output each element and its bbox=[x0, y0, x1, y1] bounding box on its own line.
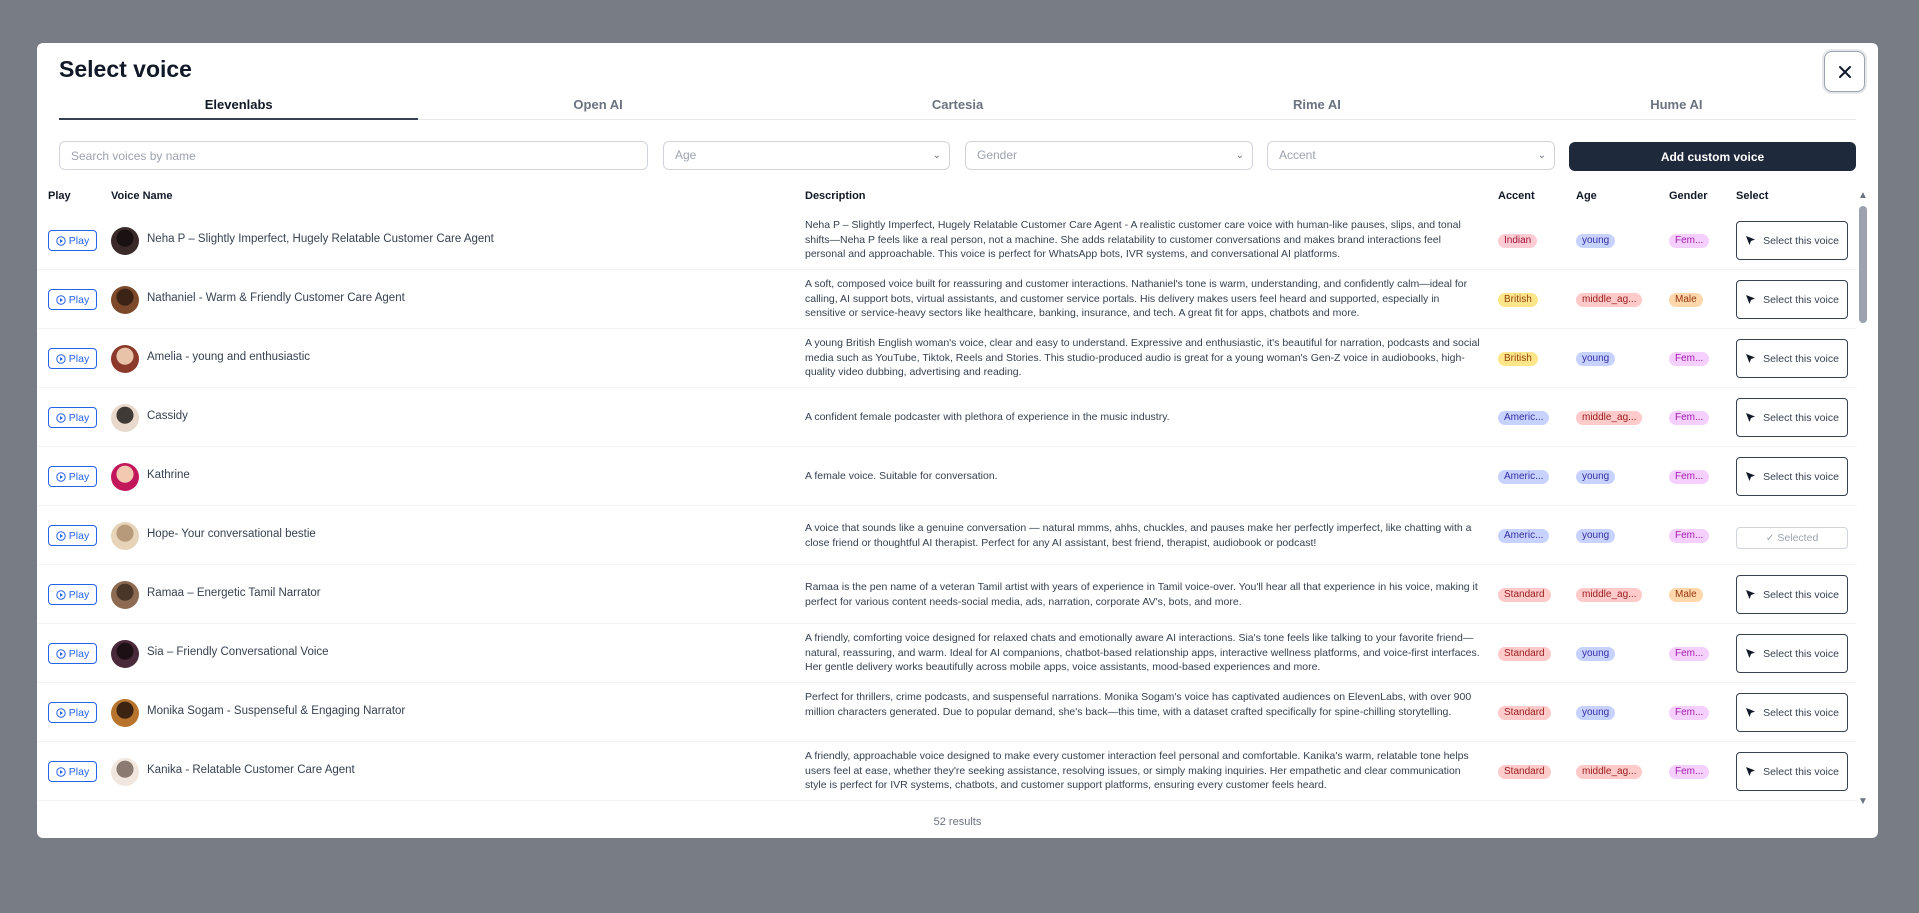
play-circle-icon bbox=[56, 708, 66, 718]
play-circle-icon bbox=[56, 236, 66, 246]
col-accent: Accent bbox=[1498, 190, 1535, 202]
tab-elevenlabs[interactable]: Elevenlabs bbox=[59, 95, 418, 119]
cursor-icon bbox=[1745, 707, 1756, 718]
age-badge: middle_ag... bbox=[1576, 411, 1642, 425]
play-label: Play bbox=[68, 293, 90, 306]
play-button[interactable] bbox=[48, 348, 97, 369]
play-circle-icon bbox=[56, 767, 66, 777]
gender-select-label: Gender bbox=[977, 148, 1018, 162]
accent-badge: Standard bbox=[1498, 765, 1551, 779]
add-custom-voice-button[interactable]: Add custom voice bbox=[1569, 142, 1856, 171]
cursor-icon bbox=[1745, 294, 1756, 305]
provider-tabs bbox=[59, 95, 1856, 120]
play-circle-icon bbox=[56, 413, 66, 423]
gender-badge: Fem... bbox=[1669, 470, 1709, 484]
age-badge: young bbox=[1576, 529, 1615, 543]
table-row bbox=[37, 683, 1857, 742]
tab-openai[interactable]: Open AI bbox=[573, 97, 623, 112]
cursor-icon bbox=[1745, 471, 1756, 482]
accent-badge: Standard bbox=[1498, 588, 1551, 602]
play-label: Play bbox=[68, 588, 90, 601]
avatar bbox=[111, 581, 139, 609]
voice-name: Amelia - young and enthusiastic bbox=[147, 351, 311, 363]
play-button[interactable] bbox=[48, 230, 97, 251]
table-row bbox=[37, 447, 1857, 506]
play-circle-icon bbox=[56, 531, 66, 541]
play-circle-icon bbox=[56, 590, 66, 600]
voice-description: A friendly, comforting voice designed for relaxed chats and emotionally aware AI interactions. Sia's tone feels like talking to your favorite friend—natural, reassuring, and warm. Ideal for AI companions, chatbot-based relationship apps, interactive wellness platforms, and voice-first interfaces. Her gentle delivery works beautifully across mobile apps, voice assistants, mood-based experiences and more. bbox=[805, 632, 1480, 673]
select-voice-button[interactable] bbox=[1736, 752, 1848, 791]
col-description: Description bbox=[805, 190, 866, 202]
cursor-icon bbox=[1745, 353, 1756, 364]
voice-description: A voice that sounds like a genuine conversation — natural mmms, ahhs, chuckles, and pauses make her perfectly imperfect, like chatting with a close friend or thoughtful AI therapist. Perfect for any AI assistant, best friend, therapist, audiobook or podcast! bbox=[805, 522, 1472, 549]
voice-name: Ramaa – Energetic Tamil Narrator bbox=[147, 587, 321, 599]
voice-description: A female voice. Suitable for conversation. bbox=[805, 470, 998, 482]
table-row bbox=[37, 388, 1857, 447]
accent-badge: British bbox=[1498, 293, 1538, 307]
table-row bbox=[37, 211, 1857, 270]
tab-cartesia[interactable]: Cartesia bbox=[931, 97, 984, 112]
cursor-icon bbox=[1745, 589, 1756, 600]
voice-description: Perfect for thrillers, crime podcasts, and suspenseful narrations. Monika Sogam's voice has captivated audiences on ElevenLabs, with over 900 million characters generated. Due to popular demand, she's back—this time, with a dataset crafted specifically for spine-chilling storytelling. bbox=[805, 691, 1472, 718]
accent-badge: Standard bbox=[1498, 706, 1551, 720]
voice-description: A confident female podcaster with plethora of experience in the music industry. bbox=[805, 411, 1170, 423]
play-button[interactable] bbox=[48, 643, 97, 664]
avatar bbox=[111, 522, 139, 550]
play-label: Play bbox=[68, 352, 90, 365]
select-voice-label: Select this voice bbox=[1763, 706, 1839, 719]
accent-badge: British bbox=[1498, 352, 1538, 366]
age-select-label: Age bbox=[675, 148, 697, 162]
play-button[interactable] bbox=[48, 407, 97, 428]
avatar bbox=[111, 758, 139, 786]
select-voice-label: Select this voice bbox=[1763, 470, 1839, 483]
avatar bbox=[111, 345, 139, 373]
tab-hume-ai[interactable]: Hume AI bbox=[1650, 97, 1703, 112]
play-button[interactable] bbox=[48, 525, 97, 546]
table-row bbox=[37, 565, 1857, 624]
results-count: 52 results bbox=[933, 816, 982, 828]
chevron-down-icon: ⌄ bbox=[1537, 150, 1546, 161]
accent-badge: Americ... bbox=[1498, 529, 1549, 543]
cursor-icon bbox=[1745, 412, 1756, 423]
col-voice-name: Voice Name bbox=[111, 190, 173, 202]
play-button[interactable] bbox=[48, 761, 97, 782]
table-row bbox=[37, 506, 1857, 565]
gender-badge: Fem... bbox=[1669, 647, 1709, 661]
select-voice-button[interactable] bbox=[1736, 398, 1848, 437]
scrollbar-thumb[interactable] bbox=[1859, 206, 1867, 323]
avatar bbox=[111, 227, 139, 255]
selected-label: ✓ Selected bbox=[1765, 532, 1819, 544]
play-label: Play bbox=[68, 234, 90, 247]
cursor-icon bbox=[1745, 766, 1756, 777]
age-badge: young bbox=[1576, 706, 1615, 720]
cursor-icon bbox=[1745, 648, 1756, 659]
scroll-up-icon[interactable]: ▲ bbox=[1858, 190, 1868, 201]
age-badge: middle_ag... bbox=[1576, 588, 1642, 602]
select-voice-button[interactable] bbox=[1736, 221, 1848, 260]
age-badge: young bbox=[1576, 352, 1615, 366]
voice-description: Ramaa is the pen name of a veteran Tamil artist with years of experience in Tamil voice-over. You'll hear all that experience in his voice, making it perfect for various content needs-social media, ads, narration, corporate AV's, bots, and more. bbox=[805, 581, 1478, 608]
avatar bbox=[111, 286, 139, 314]
avatar bbox=[111, 463, 139, 491]
gender-select[interactable] bbox=[965, 141, 1253, 170]
voice-name: Cassidy bbox=[147, 410, 188, 422]
accent-select-label: Accent bbox=[1279, 148, 1316, 162]
filter-bar bbox=[37, 141, 1878, 173]
col-play: Play bbox=[48, 190, 71, 202]
play-circle-icon bbox=[56, 295, 66, 305]
voice-name: Nathaniel - Warm & Friendly Customer Care Agent bbox=[147, 292, 405, 304]
voice-name: Kathrine bbox=[147, 469, 190, 481]
scroll-down-icon[interactable]: ▼ bbox=[1858, 796, 1868, 807]
selected-button bbox=[1736, 527, 1848, 549]
voice-name: Neha P – Slightly Imperfect, Hugely Relatable Customer Care Agent bbox=[147, 233, 494, 245]
select-voice-button[interactable] bbox=[1736, 280, 1848, 319]
gender-badge: Male bbox=[1669, 293, 1703, 307]
select-voice-button[interactable] bbox=[1736, 575, 1848, 614]
select-voice-label: Select this voice bbox=[1763, 765, 1839, 778]
dialog-title: Select voice bbox=[59, 56, 192, 82]
table-row bbox=[37, 270, 1857, 329]
play-button[interactable] bbox=[48, 289, 97, 310]
voice-table-body bbox=[37, 211, 1857, 801]
accent-badge: Americ... bbox=[1498, 411, 1549, 425]
table-header bbox=[37, 190, 1878, 210]
table-row bbox=[37, 329, 1857, 388]
col-gender: Gender bbox=[1669, 190, 1708, 202]
gender-badge: Fem... bbox=[1669, 352, 1709, 366]
voice-description: Neha P – Slightly Imperfect, Hugely Relatable Customer Care Agent - A realistic customer care voice with human-like pauses, slips, and tonal shifts—Neha P feels like a real person, not a machine. She adds relatability to customer conversations and makes brand interactions feel personal and approachable. This voice is perfect for WhatsApp bots, IVR systems, and conversational AI platforms. bbox=[805, 219, 1461, 260]
voice-description: A friendly, approachable voice designed to make every customer interaction feel personal and comfortable. Kanika's warm, relatable tone helps users feel at ease, whether they're seeking assistance, resolving issues, or simply making inquiries. Her empathetic and clear communication style is perfect for IVR systems, chatbots, and customer support platforms, ensuring every customer feels heard. bbox=[805, 750, 1469, 791]
close-button[interactable] bbox=[1824, 51, 1865, 92]
age-badge: middle_ag... bbox=[1576, 765, 1642, 779]
gender-badge: Fem... bbox=[1669, 706, 1709, 720]
accent-select[interactable] bbox=[1267, 141, 1555, 170]
voice-name: Sia – Friendly Conversational Voice bbox=[147, 646, 329, 658]
avatar bbox=[111, 699, 139, 727]
avatar bbox=[111, 404, 139, 432]
play-label: Play bbox=[68, 411, 90, 424]
play-label: Play bbox=[68, 529, 90, 542]
select-voice-button[interactable] bbox=[1736, 339, 1848, 378]
gender-badge: Male bbox=[1669, 588, 1703, 602]
gender-badge: Fem... bbox=[1669, 529, 1709, 543]
avatar bbox=[111, 640, 139, 668]
voice-name: Monika Sogam - Suspenseful & Engaging Narrator bbox=[147, 705, 406, 717]
play-label: Play bbox=[68, 647, 90, 660]
age-select[interactable] bbox=[663, 141, 950, 170]
close-icon bbox=[1838, 65, 1852, 79]
play-button[interactable] bbox=[48, 584, 97, 605]
age-badge: middle_ag... bbox=[1576, 293, 1642, 307]
play-label: Play bbox=[68, 706, 90, 719]
voice-description: A soft, composed voice built for reassuring and customer interactions. Nathaniel's tone is warm, understanding, and confidently calm—ideal for calling, AI support bots, virtual assistants, and customer service portals. His delivery makes users feel heard and supported, especially in sensitive or service-heavy sectors like healthcare, banking, insurance, and tech. A great fit for apps, chatbots and more. bbox=[805, 278, 1468, 319]
play-label: Play bbox=[68, 765, 90, 778]
chevron-down-icon: ⌄ bbox=[932, 150, 941, 161]
accent-badge: Indian bbox=[1498, 234, 1537, 248]
chevron-down-icon: ⌄ bbox=[1235, 150, 1244, 161]
col-select: Select bbox=[1736, 190, 1769, 202]
tab-rime-ai[interactable]: Rime AI bbox=[1292, 97, 1341, 112]
select-voice-label: Select this voice bbox=[1763, 647, 1839, 660]
search-input[interactable] bbox=[59, 141, 648, 170]
select-voice-label: Select this voice bbox=[1763, 293, 1839, 306]
select-voice-label: Select this voice bbox=[1763, 352, 1839, 365]
select-voice-button[interactable] bbox=[1736, 693, 1848, 732]
table-row bbox=[37, 624, 1857, 683]
play-button[interactable] bbox=[48, 466, 97, 487]
age-badge: young bbox=[1576, 647, 1615, 661]
play-circle-icon bbox=[56, 472, 66, 482]
voice-description: A young British English woman's voice, clear and easy to understand. Expressive and enthusiastic, it's beautiful for narration, podcasts and social media such as YouTube, Tiktok, Reels and Stories. This studio-produced audio is great for a young woman's Gen-Z voice in audiobooks, high-quality video dubbing, advertising and reading. bbox=[805, 337, 1480, 378]
play-button[interactable] bbox=[48, 702, 97, 723]
age-badge: young bbox=[1576, 234, 1615, 248]
accent-badge: Standard bbox=[1498, 647, 1551, 661]
select-voice-dialog bbox=[37, 43, 1878, 838]
select-voice-label: Select this voice bbox=[1763, 234, 1839, 247]
age-badge: young bbox=[1576, 470, 1615, 484]
gender-badge: Fem... bbox=[1669, 234, 1709, 248]
voice-name: Hope- Your conversational bestie bbox=[147, 528, 316, 540]
play-circle-icon bbox=[56, 354, 66, 364]
gender-badge: Fem... bbox=[1669, 411, 1709, 425]
play-circle-icon bbox=[56, 649, 66, 659]
col-age: Age bbox=[1576, 190, 1597, 202]
voice-name: Kanika - Relatable Customer Care Agent bbox=[147, 764, 355, 776]
accent-badge: Americ... bbox=[1498, 470, 1549, 484]
cursor-icon bbox=[1745, 235, 1756, 246]
select-voice-label: Select this voice bbox=[1763, 588, 1839, 601]
table-scrollbar[interactable] bbox=[1856, 189, 1870, 809]
table-row bbox=[37, 742, 1857, 801]
select-voice-button[interactable] bbox=[1736, 457, 1848, 496]
gender-badge: Fem... bbox=[1669, 765, 1709, 779]
select-voice-button[interactable] bbox=[1736, 634, 1848, 673]
play-label: Play bbox=[68, 470, 90, 483]
select-voice-label: Select this voice bbox=[1763, 411, 1839, 424]
